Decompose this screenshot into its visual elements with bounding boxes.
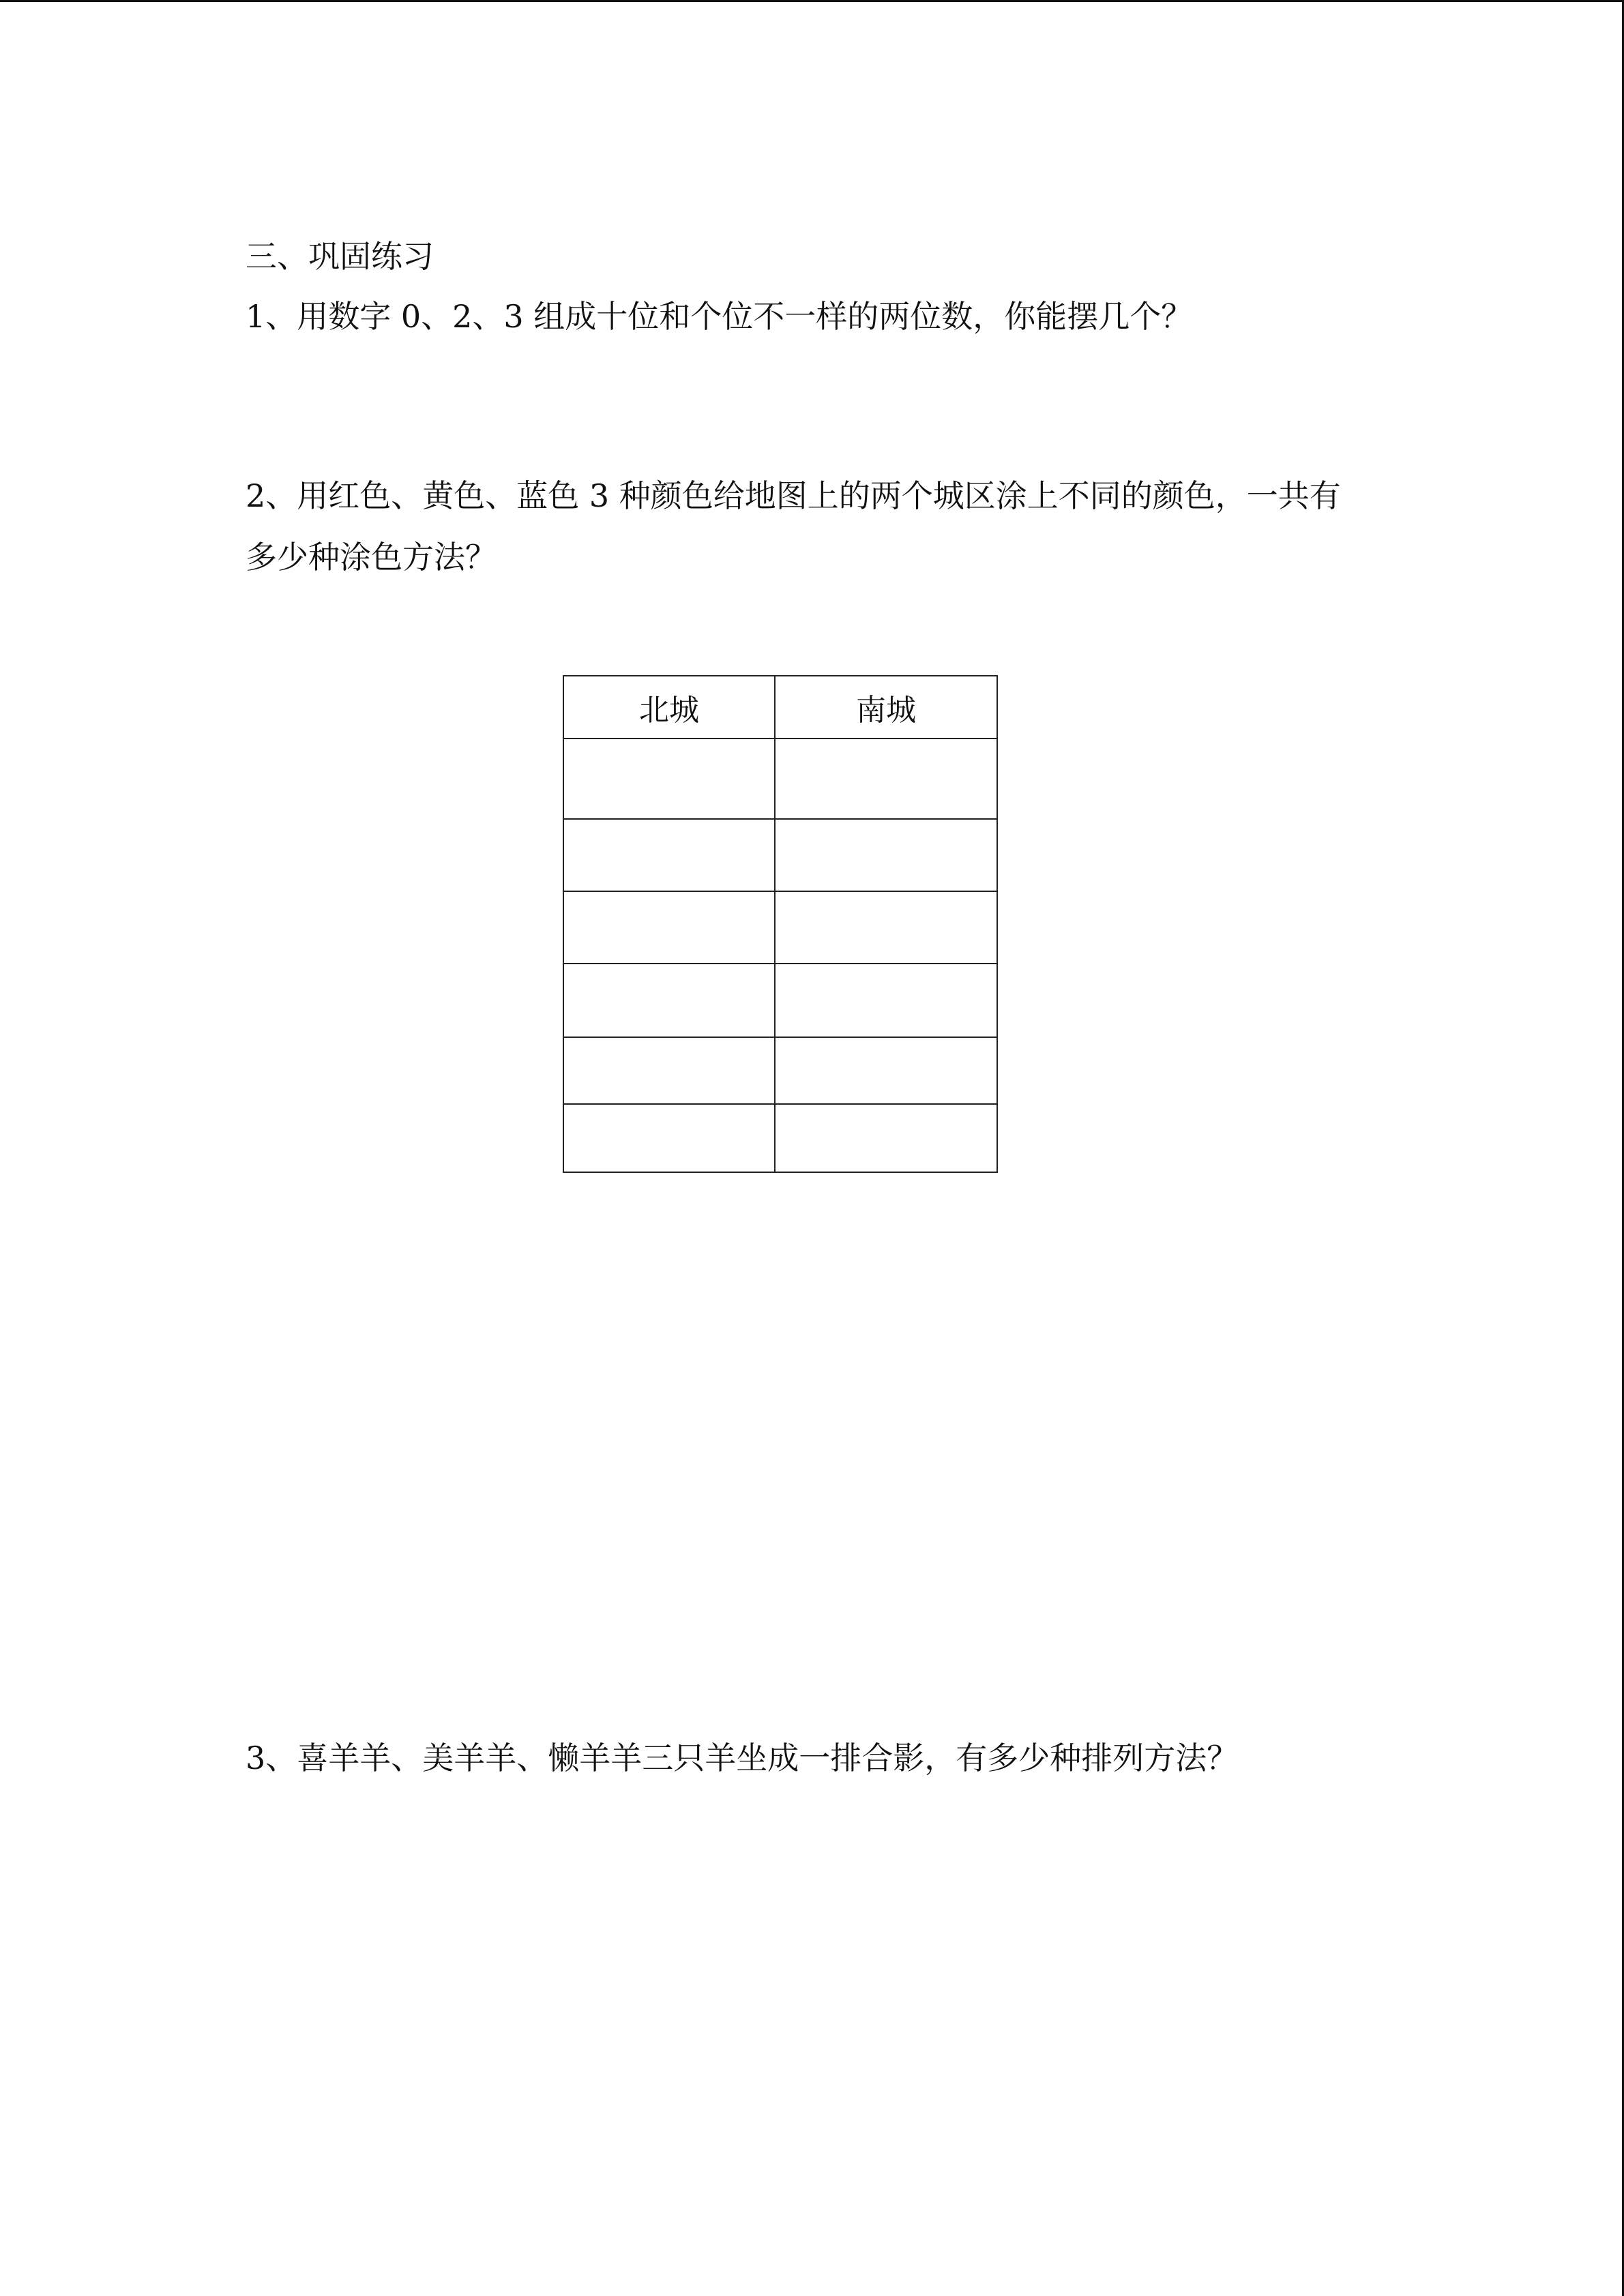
table-header-row xyxy=(563,676,997,739)
south-city-cell[interactable] xyxy=(775,891,997,964)
south-city-cell[interactable] xyxy=(775,739,997,819)
south-city-cell[interactable] xyxy=(775,964,997,1037)
south-city-cell[interactable] xyxy=(775,1037,997,1104)
table-row xyxy=(563,739,997,819)
north-city-cell[interactable] xyxy=(563,891,775,964)
south-city-cell[interactable] xyxy=(775,819,997,891)
section-heading: 三、巩固练习 xyxy=(246,238,434,275)
south-city-cell[interactable] xyxy=(775,1104,997,1172)
north-city-cell[interactable] xyxy=(563,1104,775,1172)
question-1: 1、用数字 0、2、3 组成十位和个位不一样的两位数，你能摆几个？ xyxy=(246,298,1193,335)
table-row xyxy=(563,964,997,1037)
page-border-top xyxy=(0,0,1624,2)
north-city-cell[interactable] xyxy=(563,1037,775,1104)
table-row xyxy=(563,1037,997,1104)
north-city-cell[interactable] xyxy=(563,964,775,1037)
table-row xyxy=(563,891,997,964)
question-2-line-1: 2、用红色、黄色、蓝色 3 种颜色给地图上的两个城区涂上不同的颜色，一共有 xyxy=(246,477,1341,514)
question-2-line-2: 多少种涂色方法？ xyxy=(246,539,497,576)
header-north-city: 北城 xyxy=(563,676,775,739)
question-3: 3、喜羊羊、美羊羊、懒羊羊三只羊坐成一排合影，有多少种排列方法？ xyxy=(246,1740,1239,1776)
coloring-table xyxy=(563,675,998,1173)
table-row xyxy=(563,1104,997,1172)
north-city-cell[interactable] xyxy=(563,819,775,891)
north-city-cell[interactable] xyxy=(563,739,775,819)
table-row xyxy=(563,819,997,891)
header-south-city: 南城 xyxy=(775,676,997,739)
